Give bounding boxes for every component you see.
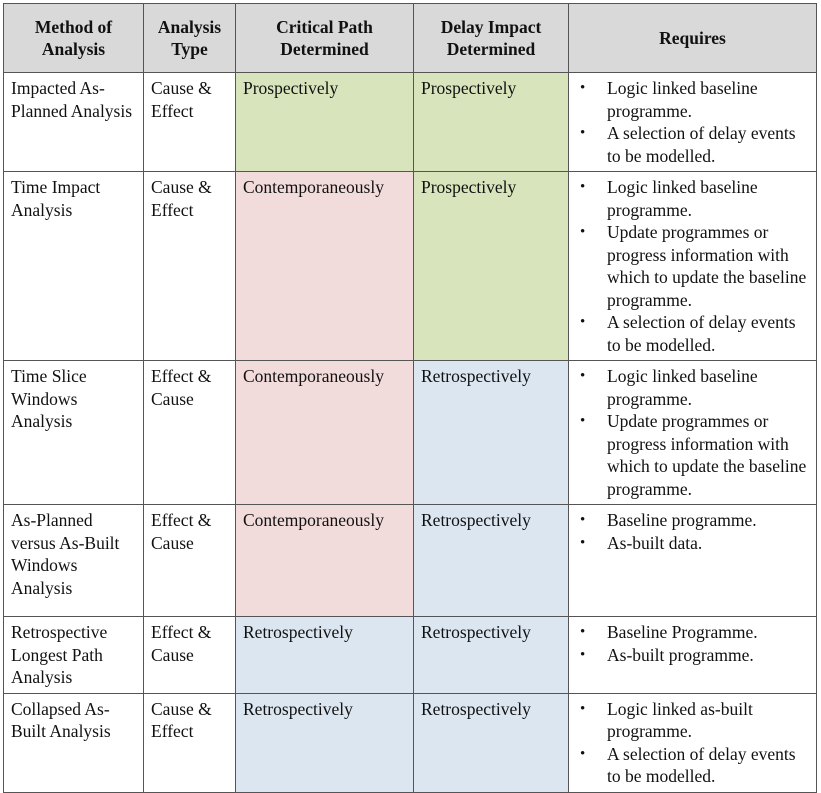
method-cell: Time Slice Windows Analysis: [4, 361, 144, 505]
requirement-text: Logic linked baseline programme.: [607, 177, 758, 220]
requirement-text: A selection of delay events to be modelled.: [607, 123, 796, 166]
list-item: [576, 509, 809, 532]
delay-impact-cell: Retrospectively: [414, 617, 569, 694]
requires-list: [576, 698, 809, 788]
method-cell: As-Planned versus As-Built Windows Analysis: [4, 505, 144, 617]
requires-cell: [569, 73, 817, 172]
analysis-type-cell: Cause & Effect: [144, 73, 236, 172]
table-row: [4, 73, 817, 172]
bullet-icon: •: [580, 413, 586, 429]
header-analysis-type: Analysis Type: [144, 4, 236, 73]
requirement-text: As-built data.: [607, 532, 703, 553]
analysis-type-cell: Effect & Cause: [144, 617, 236, 694]
bullet-icon: •: [580, 512, 586, 528]
header-critical-path: Critical Path Determined: [236, 4, 414, 73]
critical-path-cell: Retrospectively: [236, 617, 414, 694]
analysis-type-cell: Effect & Cause: [144, 505, 236, 617]
list-item: [576, 365, 809, 410]
method-cell: Impacted As-Planned Analysis: [4, 73, 144, 172]
bullet-icon: •: [580, 534, 586, 551]
bullet-icon: •: [580, 368, 586, 384]
bullet-icon: •: [580, 224, 586, 240]
delay-impact-cell: Retrospectively: [414, 361, 569, 505]
analysis-type-cell: Cause & Effect: [144, 693, 236, 792]
list-item: [576, 743, 809, 788]
requirement-text: A selection of delay events to be modelled.: [607, 743, 796, 786]
table-row: [4, 505, 817, 617]
critical-path-cell: Contemporaneously: [236, 505, 414, 617]
method-cell: Time Impact Analysis: [4, 172, 144, 361]
bullet-icon: •: [580, 646, 586, 663]
requires-list: [576, 621, 809, 666]
list-item: [576, 221, 809, 311]
critical-path-cell: Prospectively: [236, 73, 414, 172]
header-delay-impact: Delay Impact Determined: [414, 4, 569, 73]
requires-list: [576, 176, 809, 356]
list-item: [576, 176, 809, 221]
requires-list: [576, 509, 809, 554]
delay-impact-cell: Retrospectively: [414, 505, 569, 617]
requirement-text: Baseline programme.: [607, 510, 757, 530]
bullet-icon: •: [580, 80, 586, 96]
method-cell: Retrospective Longest Path Analysis: [4, 617, 144, 694]
header-method: Method of Analysis: [4, 4, 144, 73]
bullet-icon: •: [580, 179, 586, 195]
list-item: [576, 410, 809, 500]
requirement-text: A selection of delay events to be modelled.: [607, 312, 796, 355]
table-row: [4, 617, 817, 694]
header-requires: Requires: [569, 4, 817, 73]
bullet-icon: •: [580, 314, 586, 330]
requires-list: [576, 365, 809, 500]
requires-cell: [569, 172, 817, 361]
list-item: [576, 311, 809, 356]
requires-cell: [569, 505, 817, 617]
method-cell: Collapsed As-Built Analysis: [4, 693, 144, 792]
analysis-type-cell: Cause & Effect: [144, 172, 236, 361]
requires-cell: [569, 693, 817, 792]
table-row: [4, 361, 817, 505]
analysis-type-cell: Effect & Cause: [144, 361, 236, 505]
delay-impact-cell: Retrospectively: [414, 693, 569, 792]
requirement-text: Baseline Programme.: [607, 622, 758, 642]
requirement-text: Logic linked baseline programme.: [607, 366, 758, 409]
header-row: [4, 4, 817, 73]
critical-path-cell: Contemporaneously: [236, 361, 414, 505]
list-item: [576, 122, 809, 167]
requirement-text: Update programmes or progress information with which to update the baseline programme.: [607, 222, 807, 310]
requirement-text: Logic linked as-built programme.: [607, 698, 753, 741]
requires-cell: [569, 617, 817, 694]
delay-impact-cell: Prospectively: [414, 73, 569, 172]
requires-cell: [569, 361, 817, 505]
list-item: [576, 698, 809, 743]
requirement-text: Update programmes or progress information with which to update the baseline programme.: [607, 411, 807, 499]
bullet-icon: •: [580, 745, 586, 762]
list-item: [576, 532, 809, 555]
bullet-icon: •: [580, 624, 586, 640]
table-row: [4, 172, 817, 361]
bullet-icon: •: [580, 700, 586, 717]
list-item: [576, 77, 809, 122]
delay-analysis-table: [3, 3, 817, 793]
bullet-icon: •: [580, 125, 586, 141]
requirement-text: Logic linked baseline programme.: [607, 78, 758, 121]
requirement-text: As-built programme.: [607, 644, 754, 665]
table-row: [4, 693, 817, 792]
list-item: [576, 621, 809, 644]
requires-list: [576, 77, 809, 167]
delay-impact-cell: Prospectively: [414, 172, 569, 361]
critical-path-cell: Retrospectively: [236, 693, 414, 792]
critical-path-cell: Contemporaneously: [236, 172, 414, 361]
list-item: [576, 644, 809, 667]
